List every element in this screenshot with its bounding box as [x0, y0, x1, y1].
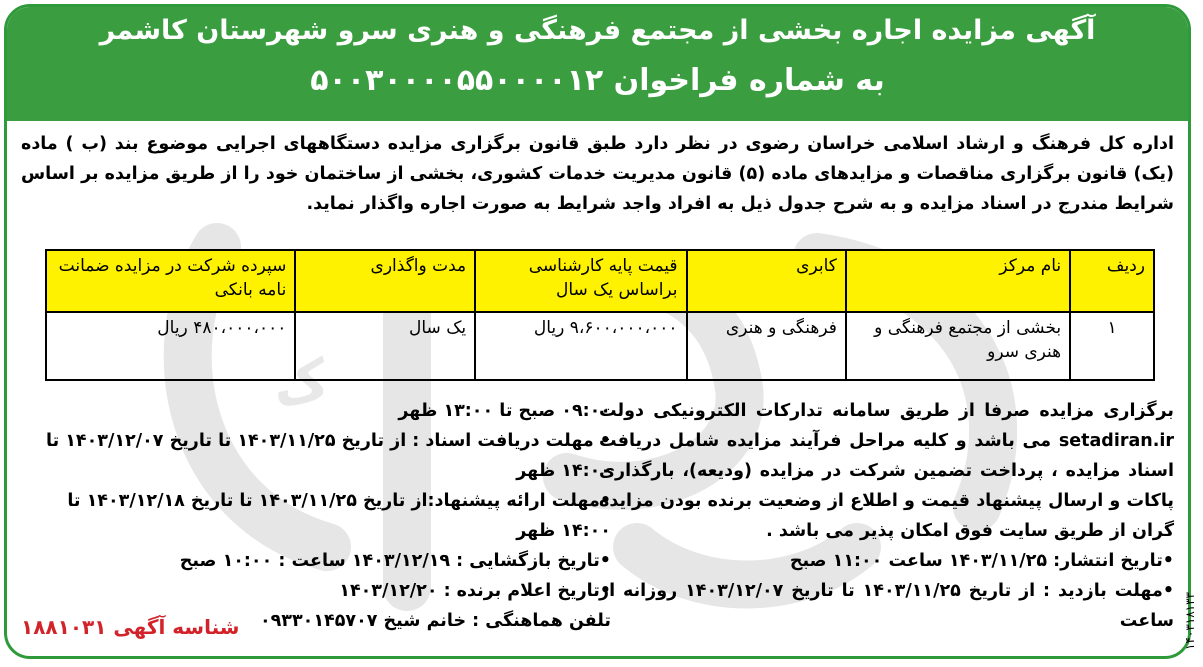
- contact-phone: تلفن هماهنگی : خانم شیخ ۰۹۳۳۰۱۴۵۷۰۷: [259, 611, 611, 631]
- col-header-use: کابری: [687, 250, 846, 312]
- docs-deadline: • مهلت دریافت اسناد : از تاریخ ۱۴۰۳/۱۱/۲۵ تا تاریخ ۱۴۰۳/۱۲/۰۷ تا ۱۴:۰۰ ظهر: [46, 431, 611, 481]
- col-header-name: نام مرکز: [846, 250, 1070, 312]
- svg-text:ک: ک: [266, 346, 334, 420]
- col-header-price: قیمت پایه کارشناسی براساس یک سال: [475, 250, 686, 312]
- offers-deadline: •مهلت ارائه پیشنهاد:از تاریخ ۱۴۰۳/۱۱/۲۵ تا تاریخ ۱۴۰۳/۱۲/۱۸ تا ۱۴:۰۰ ظهر: [67, 491, 611, 541]
- ad-frame: [4, 4, 1191, 659]
- table-row: [46, 312, 1154, 380]
- col-header-duration: مدت واگذاری: [295, 250, 475, 312]
- side-code: ۱۴۰۳۱۸۱۳۳: [1183, 591, 1197, 650]
- winner-date: •تاریخ اعلام برنده : ۱۴۰۳/۱۲/۲۰: [339, 581, 611, 601]
- col-header-deposit: سپرده شرکت در مزایده ضمانت نامه بانکی: [46, 250, 295, 312]
- cell-name: بخشی از مجتمع فرهنگی و هنری سرو: [846, 312, 1070, 380]
- procedure-text: برگزاری مزایده صرفا از طریق سامانه تدارکات الکترونیکی دولت setadiran.ir می باشد و کلیه مراحل فرآیند مزایده شامل دریافت اسناد مزایده ، پرداخت تضمین شرکت در مزایده (ودیعه)، بارگذاری پاکات و ارسال پیشنهاد قیمت و اطلاع از وضعیت برنده بودن مزایده گران از طریق سایت فوق امکان پذیر می باشد .: [599, 401, 1174, 541]
- cell-price: ۹،۶۰۰،۰۰۰،۰۰۰ ریال: [475, 312, 686, 380]
- publish-date: •تاریخ انتشار: ۱۴۰۳/۱۱/۲۵ ساعت ۱۱:۰۰ صبح: [789, 551, 1174, 571]
- table-header-row: [46, 250, 1154, 312]
- ad-identifier: شناسه آگهی ۱۸۸۱۰۳۱: [21, 615, 240, 639]
- cell-row: ۱: [1070, 312, 1154, 380]
- visit-deadline: •مهلت بازدید : از تاریخ ۱۴۰۳/۱۱/۲۵ تا تاریخ ۱۴۰۳/۱۲/۰۷ روزانه از ساعت: [599, 581, 1174, 631]
- ad-header: [7, 7, 1188, 121]
- procedure-column: [599, 396, 1174, 636]
- visit-hours: ۰۹:۰۰ صبح تا ۱۳:۰۰ ظهر: [398, 401, 611, 421]
- cell-use: فرهنگی و هنری: [687, 312, 846, 380]
- ad-title: آگهی مزایده اجاره بخشی از مجتمع فرهنگی و هنری سرو شهرستان کاشمر: [99, 15, 1096, 46]
- col-header-row: ردیف: [1070, 250, 1154, 312]
- schedule-column: [21, 396, 611, 636]
- opening-date: •تاریخ بازگشایی : ۱۴۰۳/۱۲/۱۹ ساعت : ۱۰:۰۰ صبح: [179, 551, 611, 571]
- lease-table: [45, 249, 1155, 381]
- intro-paragraph: اداره کل فرهنگ و ارشاد اسلامی خراسان رضوی در نظر دارد طبق قانون برگزاری مزایده دستگاههای اجرایی موضوع بند (ب ) ماده (یک) قانون برگزاری مناقصات و مزایدهای ماده (۵) قانون مدیریت خدمات کشوری، بخشی از ساختمان خود را از طریق مزایده بر اساس شرایط مندرج در اسناد مزایده و به شرح جدول ذیل به افراد واجد شرایط به صورت اجاره واگذار نماید.: [21, 134, 1174, 214]
- cell-duration: یک سال: [295, 312, 475, 380]
- cell-deposit: ۴۸۰،۰۰۰،۰۰۰ ریال: [46, 312, 295, 380]
- ad-subtitle: به شماره فراخوان ۵۰۰۳۰۰۰۰۵۵۰۰۰۰۱۲: [310, 63, 885, 98]
